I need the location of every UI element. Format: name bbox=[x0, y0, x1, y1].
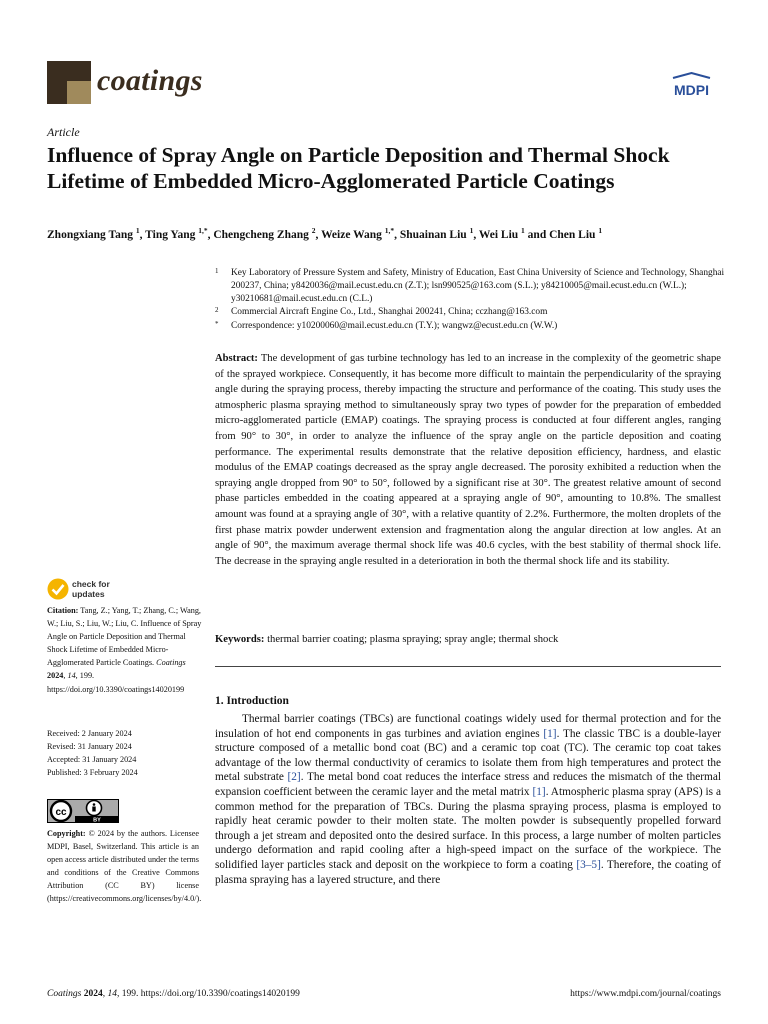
citation-volume: 14 bbox=[67, 671, 76, 681]
footer-citation: Coatings 2024, 14, 199. https://doi.org/10.3390/coatings14020199 bbox=[47, 989, 300, 999]
check-updates-icon bbox=[47, 578, 69, 600]
author-name: Chengcheng Zhang bbox=[213, 228, 309, 241]
copyright-label: Copyright: bbox=[47, 829, 86, 838]
author-list: Zhongxiang Tang $^1$, Ting Yang $^{1,*}$, Chengcheng Zhang $^2$, Weize Wang $^{1,*}$, Shuainan Liu $^1$, Wei Liu $^1$ and Chen Liu $^1$ bbox=[47, 226, 603, 241]
check-updates-line1: check for bbox=[72, 579, 110, 589]
author-affiliation-mark: 1 bbox=[135, 226, 140, 235]
mdpi-logo[interactable] bbox=[664, 72, 719, 100]
author-affiliation-mark: 1,* bbox=[384, 226, 395, 235]
citation-year: 2024 bbox=[47, 671, 64, 681]
author-affiliation-mark: 1,* bbox=[198, 226, 208, 235]
svg-text:cc: cc bbox=[55, 807, 67, 818]
citation-link[interactable]: [1] bbox=[532, 785, 546, 798]
author-affiliation-mark: 1 bbox=[469, 226, 474, 235]
mdpi-logo-text: MDPI bbox=[674, 82, 709, 98]
keywords bbox=[215, 634, 721, 645]
author-affiliation-mark: 1 bbox=[598, 226, 603, 235]
author-name: Ting Yang bbox=[145, 228, 196, 241]
journal-name: coatings bbox=[97, 64, 203, 97]
footer-journal-url[interactable]: https://www.mdpi.com/journal/coatings bbox=[570, 989, 721, 999]
license-badge-text: BY bbox=[93, 817, 101, 823]
publication-dates bbox=[47, 727, 202, 779]
introduction-paragraph: Thermal barrier coatings (TBCs) are functional coatings widely used for thermal protection and for the insulation of hot end components in gas turbines and aviation engines [1]. The classic TBC is a double-layer structure composed of a metallic bond coat (BC) and a ceramic top coat (TC). The ceramic top coat takes advantage of the low thermal conductivity of ceramics to isolate them from high temperatures and protect the metal substrate [2]. The metal bond coat reduces the interface stress and reduces the mismatch of the thermal expansion coefficient between the ceramic layer and the metal matrix [1]. Atmospheric plasma spray (APS) is a common method for the preparation of TBCs. During the plasma spraying process, plasma is employed to rapidly heat ceramic powder to their molten state. The molten powder is subsequently propelled forward through a jet stream and deposited onto the desired surface. In this process, a large number of molten particles undergo deformation and rapid cooling after a high-speed impact on the surface of the workpiece. The solidified layer particles stack and deposit on the workpiece to form a coating [3–5]. Therefore, the coating of plasma spraying has a layered structure, and there bbox=[215, 713, 721, 886]
date-published: Published: 3 February 2024 bbox=[47, 768, 138, 778]
keywords-text: thermal barrier coating; plasma spraying; spray angle; thermal shock bbox=[267, 634, 559, 645]
date-received: Received: 2 January 2024 bbox=[47, 729, 132, 738]
check-updates-line2: updates bbox=[72, 589, 105, 599]
abstract-label: Abstract: bbox=[215, 353, 258, 364]
abstract-text: The development of gas turbine technology has led to an increase in the complexity of the geometric shape of the sprayed workpiece. Consequently, it has become more difficult to maintain the perpendicularity of the spraying angle during the spraying process, thereby impacting the structure and performance of the coating. This study uses the atmospheric plasma spraying method to simultaneously spray two types of powder for the preparation of embedded micro-agglomerated particle (EMAP) coatings. The spraying process is conducted at four different angles, ranging from 90° to 30°, in order to analyze the influence of the spray angle on the particle deposition and coating performance. The experimental results demonstrate that the relative deposition efficiency, hardness, and elastic modulus of the EMAP coatings decreased as the spray angle decreased. The porosity exhibited a reduction when the spraying angle dropped from 90° to 50°, followed by a significant rise at 30°. The greatest relative amount of second phase particles embedded in the coating appeared at a spraying angle of 90°, amounting to 10.8%. The smallest amount was found at a spraying angle of 30°, with a relative quantity of 2.2%. Furthermore, the molten droplets of the first phase matrix powder underwent extension and fragmentation along the angular direction at low angles. At an angle of 90°, the maximum average thermal shock life was 40.6 cycles, with the best stability of thermal shock life. The decrease in the spraying angle resulted in a deterioration in both the thermal shock life and its stability. bbox=[215, 353, 721, 567]
abstract bbox=[215, 351, 721, 569]
section-heading-introduction: 1. Introduction bbox=[215, 695, 289, 707]
author-affiliation-mark: 2 bbox=[311, 226, 316, 235]
citation-pages: , 199. https://doi.org/10.3390/coatings14020199 bbox=[47, 671, 185, 694]
author-affiliation-mark: 1 bbox=[521, 226, 525, 235]
article-type: Article bbox=[47, 125, 80, 139]
citation-link[interactable]: [2] bbox=[287, 771, 301, 784]
author-name: Weize Wang bbox=[321, 228, 382, 241]
section-divider bbox=[215, 666, 721, 667]
citation-link[interactable]: [1] bbox=[543, 727, 557, 740]
citation-link[interactable]: [3–5] bbox=[576, 858, 601, 871]
date-accepted: Accepted: 31 January 2024 bbox=[47, 755, 137, 765]
check-for-updates-badge[interactable] bbox=[47, 578, 167, 602]
author-name: Wei Liu bbox=[478, 228, 519, 241]
copyright-notice bbox=[47, 827, 202, 906]
citation-block: Citation: Tang, Z.; Yang, T.; Zhang, C.; Wang, W.; Liu, S.; Liu, W.; Liu, C. Influence of Spray Angle on Particle Deposition and Thermal Shock Lifetime of Embedded Micro-Agglomerated Particle Coatings. Coatings 2024, 14, 199. https://doi.org/10.3390/coatings14020199 bbox=[47, 606, 202, 694]
affiliation-2: 2 Commercial Aircraft Engine Co., Ltd., Shanghai 200241, China; cczhang@163.com bbox=[215, 306, 548, 317]
author-name: Shuainan Liu bbox=[399, 228, 467, 241]
affiliation-1: 1 Key Laboratory of Pressure System and Safety, Ministry of Education, East China University of Science and Technology, Shanghai 200237, China; y8420036@mail.ecust.edu.cn (Z.T.); lsn990525@163.com (S.L.); y84210005@mail.ecust.edu.cn (W.L.); y30210681@mail.ecust.edu.cn (C.L.) bbox=[215, 267, 725, 304]
keywords-label: Keywords: bbox=[215, 634, 265, 645]
citation-text: Tang, Z.; Yang, T.; Zhang, C.; Wang, W.; Liu, S.; Liu, W.; Liu, C. Influence of Spray Angle on Particle Deposition and Thermal Shock Lifetime of Embedded Micro-Agglomerated Particle Coatings. bbox=[47, 606, 202, 668]
date-revised: Revised: 31 January 2024 bbox=[47, 742, 132, 752]
citation-journal: Coatings bbox=[156, 658, 186, 668]
citation-label: Citation: bbox=[47, 606, 79, 615]
correspondence: * Correspondence: y10200060@mail.ecust.edu.cn (T.Y.); wangwz@ecust.edu.cn (W.W.) bbox=[215, 320, 558, 331]
paper-title: Influence of Spray Angle on Particle Deposition and Thermal Shock Lifetime of Embedded Micro-Agglomerated Particle Coatings bbox=[47, 143, 670, 193]
copyright-text: © 2024 by the authors. Licensee MDPI, Basel, Switzerland. This article is an open access article distributed under the terms and conditions of the Creative Commons Attribution (CC BY) license (https://creativecommons.org/licenses/by/4.0/). bbox=[47, 829, 202, 904]
author-name: Zhongxiang Tang bbox=[47, 228, 133, 241]
cc-by-license-badge[interactable] bbox=[47, 799, 119, 823]
author-name: Chen Liu bbox=[549, 228, 596, 241]
journal-logo-mark bbox=[47, 61, 91, 104]
